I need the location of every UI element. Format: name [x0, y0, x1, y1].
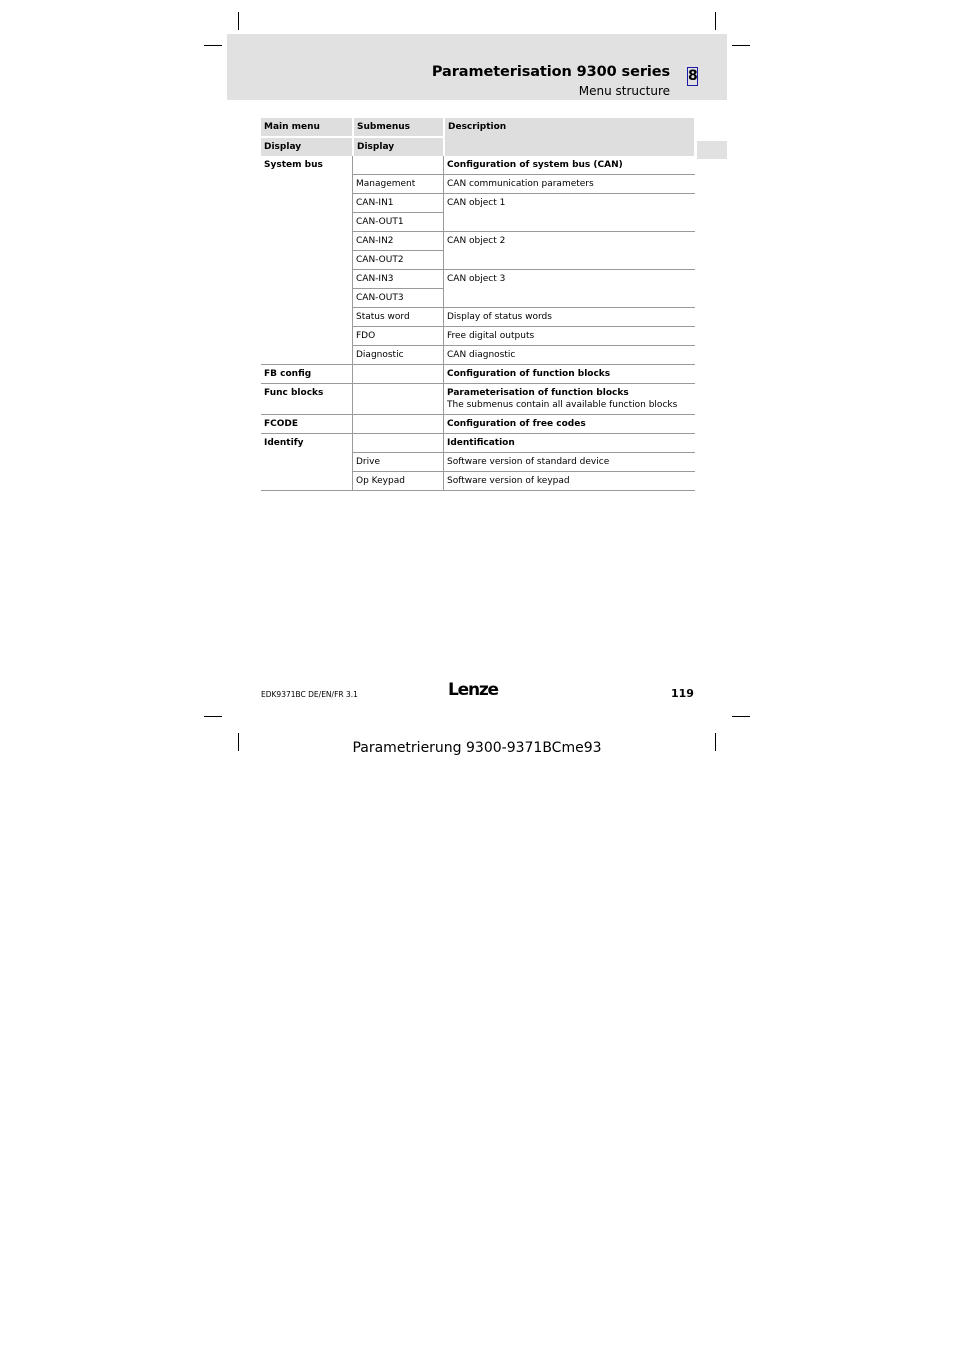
main-menu-display: Display [261, 138, 352, 156]
description-fcode: Configuration of free codes [443, 415, 695, 434]
description-diagnostic: CAN diagnostic [443, 346, 695, 365]
chapter-side-tab [697, 141, 727, 159]
submenu-empty [352, 434, 443, 453]
submenu-diagnostic: Diagnostic [352, 346, 443, 365]
table-row-system-bus [261, 156, 695, 175]
description-identify: Identification [443, 434, 695, 453]
column-header-submenus: Submenus [352, 118, 443, 138]
description-can-object-3: CAN object 3 [443, 270, 695, 308]
description-can-object-2: CAN object 2 [443, 232, 695, 270]
description-func-blocks [443, 384, 695, 415]
submenu-can-in3: CAN-IN3 [352, 270, 443, 289]
submenu-drive: Drive [352, 453, 443, 472]
lenze-logo: Lenze [448, 680, 498, 700]
chapter-number[interactable]: 8 [688, 68, 698, 84]
crop-mark [204, 716, 222, 717]
menu-structure-table [261, 118, 695, 491]
main-menu-identify: Identify [261, 434, 352, 491]
main-menu-func-blocks: Func blocks [261, 384, 352, 415]
description-func-blocks-note: The submenus contain all available function blocks [447, 400, 678, 410]
submenu-can-out1: CAN-OUT1 [352, 213, 443, 232]
crop-mark [238, 12, 239, 30]
document-name: Parametrierung 9300-9371BCme93 [352, 740, 602, 756]
description-system-bus: Configuration of system bus (CAN) [443, 156, 695, 175]
description-func-blocks-title: Parameterisation of function blocks [447, 388, 629, 398]
column-header-main-menu: Main menu [261, 118, 352, 138]
description-op-keypad: Software version of keypad [443, 472, 695, 491]
description-status-word: Display of status words [443, 308, 695, 327]
submenu-empty [352, 384, 443, 415]
description-can-object-1: CAN object 1 [443, 194, 695, 232]
submenu-empty [352, 365, 443, 384]
submenu-status-word: Status word [352, 308, 443, 327]
crop-mark [732, 45, 750, 46]
document-code: EDK9371BC DE/EN/FR 3.1 [261, 690, 358, 699]
table-row-identify [261, 434, 695, 453]
page-title: Parameterisation 9300 series [431, 64, 670, 80]
description-fb-config: Configuration of function blocks [443, 365, 695, 384]
page-subtitle: Menu structure [578, 84, 670, 98]
submenu-display: Display [352, 138, 443, 156]
page-number: 119 [671, 687, 694, 700]
submenu-can-out2: CAN-OUT2 [352, 251, 443, 270]
column-header-description: Description [443, 118, 695, 156]
main-menu-fb-config: FB config [261, 365, 352, 384]
crop-mark [732, 716, 750, 717]
submenu-can-in1: CAN-IN1 [352, 194, 443, 213]
submenu-empty [352, 156, 443, 175]
table-row-func-blocks [261, 384, 695, 415]
crop-mark [204, 45, 222, 46]
description-management: CAN communication parameters [443, 175, 695, 194]
table-row-fcode [261, 415, 695, 434]
main-menu-fcode: FCODE [261, 415, 352, 434]
description-drive: Software version of standard device [443, 453, 695, 472]
submenu-empty [352, 415, 443, 434]
submenu-can-out3: CAN-OUT3 [352, 289, 443, 308]
submenu-fdo: FDO [352, 327, 443, 346]
submenu-op-keypad: Op Keypad [352, 472, 443, 491]
table-row-fb-config [261, 365, 695, 384]
table-header-row [261, 118, 695, 138]
main-menu-system-bus: System bus [261, 156, 352, 365]
description-fdo: Free digital outputs [443, 327, 695, 346]
submenu-can-in2: CAN-IN2 [352, 232, 443, 251]
crop-mark [715, 12, 716, 30]
submenu-management: Management [352, 175, 443, 194]
